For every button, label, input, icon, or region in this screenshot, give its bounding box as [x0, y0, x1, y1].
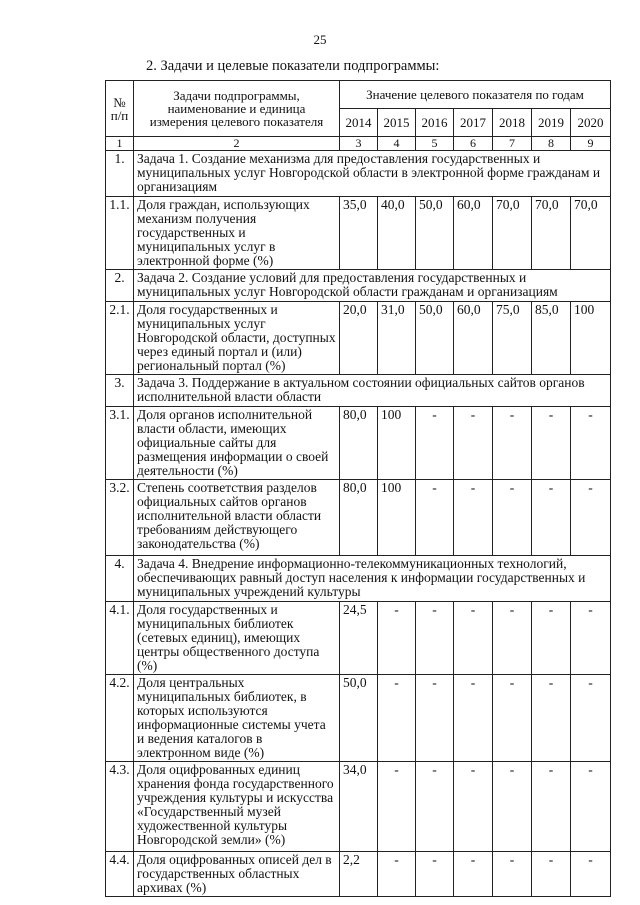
indicator-value: 60,0: [454, 302, 493, 375]
header-year: 2019: [532, 109, 571, 137]
row-number: 4.2.: [106, 675, 134, 762]
indicator-value: -: [416, 852, 454, 897]
header-year: 2014: [340, 109, 378, 137]
indicator-value: 80,0: [340, 407, 378, 480]
header-year: 2017: [454, 109, 493, 137]
indicator-value: -: [454, 480, 493, 556]
indicator-value: 70,0: [571, 197, 611, 270]
indicator-text: Доля государственных и муниципальных библиотек (сетевых единиц), имеющих центры общественного доступа (%): [134, 602, 340, 675]
column-number: 3: [340, 137, 378, 151]
indicator-value: -: [493, 602, 532, 675]
indicator-text: Доля центральных муниципальных библиотек, в которых используются информационные системы учета и ведения каталогов в электронном виде (%): [134, 675, 340, 762]
indicator-value: 40,0: [378, 197, 416, 270]
indicator-row: [106, 302, 611, 375]
indicator-text: Доля органов исполнительной власти области, имеющих официальные сайты для размещения информации о своей деятельности (%): [134, 407, 340, 480]
indicator-value: -: [571, 407, 611, 480]
header-year: 2015: [378, 109, 416, 137]
row-number: 2.: [106, 270, 134, 302]
row-number: 3.: [106, 375, 134, 407]
column-number: 2: [134, 137, 340, 151]
indicator-value: -: [493, 762, 532, 852]
indicator-value: -: [493, 675, 532, 762]
indicator-value: -: [454, 407, 493, 480]
indicator-value: -: [416, 762, 454, 852]
indicator-value: 34,0: [340, 762, 378, 852]
page-number: 25: [313, 32, 327, 47]
column-number: 6: [454, 137, 493, 151]
indicator-value: -: [571, 480, 611, 556]
task-text: Задача 1. Создание механизма для предоставления государственных и муниципальных услуг Новгородской области в электронной форме гражданам и организациям: [134, 151, 611, 197]
row-number: 3.1.: [106, 407, 134, 480]
indicator-value: 70,0: [532, 197, 571, 270]
column-number: 5: [416, 137, 454, 151]
header-year: 2020: [571, 109, 611, 137]
row-number: 1.1.: [106, 197, 134, 270]
indicator-value: -: [454, 675, 493, 762]
indicator-row: [106, 197, 611, 270]
indicator-value: -: [416, 602, 454, 675]
indicator-text: Доля оцифрованных единиц хранения фонда государственного учреждения культуры и искусства «Государственный музей художественной культуры Новгородской земли» (%): [134, 762, 340, 852]
row-number: 4.1.: [106, 602, 134, 675]
indicator-value: -: [454, 762, 493, 852]
task-row: [106, 151, 611, 197]
task-row: [106, 556, 611, 602]
task-text: Задача 3. Поддержание в актуальном состоянии официальных сайтов органов исполнительной власти области: [134, 375, 611, 407]
indicator-value: -: [532, 675, 571, 762]
indicator-value: 70,0: [493, 197, 532, 270]
indicator-value: 80,0: [340, 480, 378, 556]
row-number: 1.: [106, 151, 134, 197]
indicator-value: -: [378, 675, 416, 762]
column-number: 1: [106, 137, 134, 151]
indicator-value: 2,2: [340, 852, 378, 897]
indicator-value: -: [571, 852, 611, 897]
indicator-row: [106, 852, 611, 897]
indicator-value: -: [532, 762, 571, 852]
column-number: 4: [378, 137, 416, 151]
task-text: Задача 4. Внедрение информационно-телекоммуникационных технологий, обеспечивающих равный доступ населения к информации государственных и муниципальных учреждений культуры: [134, 556, 611, 602]
header-year: 2016: [416, 109, 454, 137]
indicator-value: -: [378, 762, 416, 852]
header-no: № п/п: [106, 81, 134, 137]
indicator-value: 60,0: [454, 197, 493, 270]
indicator-row: [106, 480, 611, 556]
indicator-value: -: [416, 480, 454, 556]
indicator-value: 100: [571, 302, 611, 375]
indicator-value: 35,0: [340, 197, 378, 270]
indicator-value: -: [493, 480, 532, 556]
column-number: 9: [571, 137, 611, 151]
indicator-value: 24,5: [340, 602, 378, 675]
row-number: 3.2.: [106, 480, 134, 556]
indicator-value: -: [532, 852, 571, 897]
indicator-value: 75,0: [493, 302, 532, 375]
indicators-table: [105, 80, 611, 897]
indicator-value: 50,0: [416, 302, 454, 375]
indicator-value: -: [571, 602, 611, 675]
indicator-text: Степень соответствия разделов официальных сайтов органов исполнительной власти области требованиям действующего законодательства (%): [134, 480, 340, 556]
indicator-text: Доля государственных и муниципальных услуг Новгородской области, доступных через единый портал и (или) региональный портал (%): [134, 302, 340, 375]
indicator-value: -: [493, 852, 532, 897]
indicator-value: -: [416, 407, 454, 480]
indicator-text: Доля оцифрованных описей дел в государственных областных архивах (%): [134, 852, 340, 897]
indicator-value: 85,0: [532, 302, 571, 375]
row-number: 4.: [106, 556, 134, 602]
indicator-row: [106, 602, 611, 675]
indicator-row: [106, 407, 611, 480]
indicator-value: -: [571, 762, 611, 852]
indicator-value: 100: [378, 407, 416, 480]
header-values-group: Значение целевого показателя по годам: [340, 81, 611, 109]
indicator-value: 50,0: [416, 197, 454, 270]
column-number: 8: [532, 137, 571, 151]
indicator-value: -: [571, 675, 611, 762]
indicator-value: 50,0: [340, 675, 378, 762]
indicator-row: [106, 762, 611, 852]
indicator-row: [106, 675, 611, 762]
indicator-value: 31,0: [378, 302, 416, 375]
section-title: 2. Задачи и целевые показатели подпрограммы:: [146, 58, 440, 74]
row-number: 2.1.: [106, 302, 134, 375]
indicator-value: 100: [378, 480, 416, 556]
indicator-value: -: [532, 480, 571, 556]
task-text: Задача 2. Создание условий для предоставления государственных и муниципальных услуг Новгородской области гражданам и организациям: [134, 270, 611, 302]
indicator-value: -: [532, 407, 571, 480]
indicator-value: -: [454, 602, 493, 675]
indicator-value: 20,0: [340, 302, 378, 375]
header-year: 2018: [493, 109, 532, 137]
indicator-value: -: [416, 675, 454, 762]
task-row: [106, 375, 611, 407]
indicator-value: -: [378, 602, 416, 675]
indicator-value: -: [378, 852, 416, 897]
indicator-value: -: [493, 407, 532, 480]
indicator-value: -: [454, 852, 493, 897]
column-number: 7: [493, 137, 532, 151]
task-row: [106, 270, 611, 302]
indicator-value: -: [532, 602, 571, 675]
row-number: 4.3.: [106, 762, 134, 852]
indicator-text: Доля граждан, использующих механизм получения государственных и муниципальных услуг в электронной форме (%): [134, 197, 340, 270]
header-tasks: Задачи подпрограммы, наименование и единица измерения целевого показателя: [134, 81, 340, 137]
row-number: 4.4.: [106, 852, 134, 897]
